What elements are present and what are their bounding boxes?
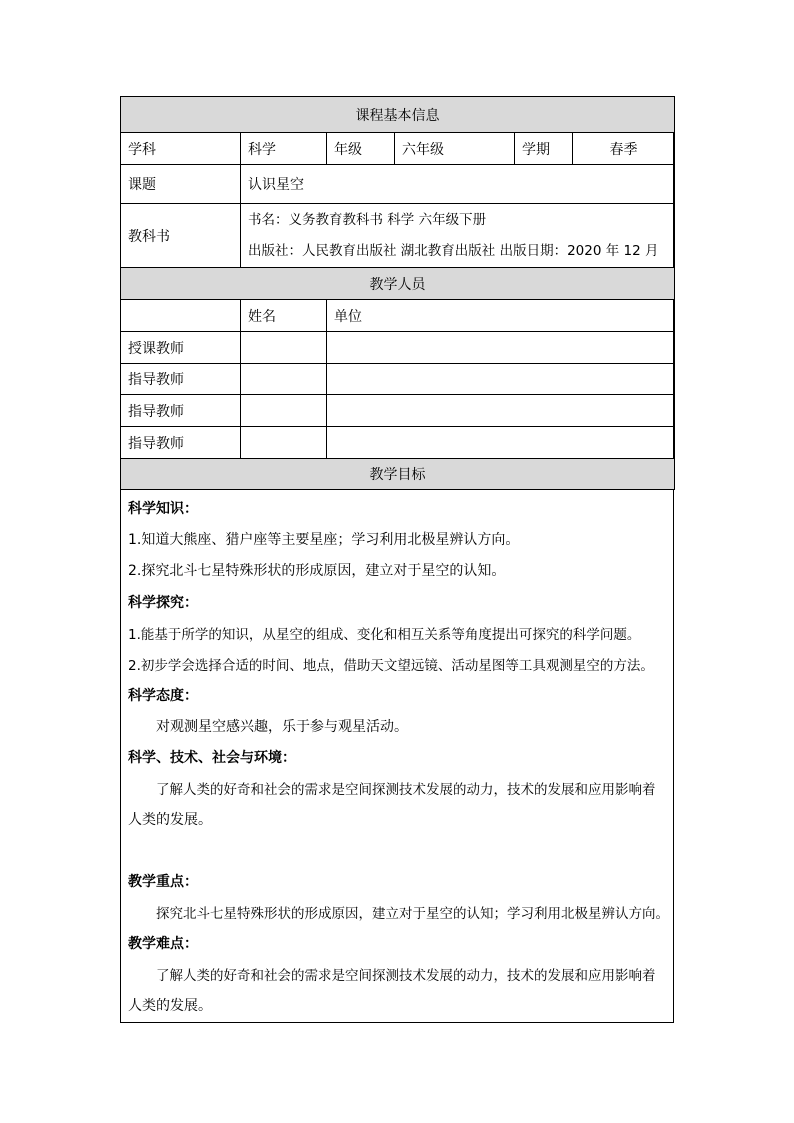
topic-value: 认识星空 [241,165,675,204]
textbook-publisher: 出版社：人民教育出版社 湖北教育出版社 出版日期：2020 年 12 月 [248,242,659,259]
attitude-title: 科学态度： [128,688,198,704]
staff-col-name: 姓名 [241,300,327,332]
staff-name [241,395,327,427]
knowledge-item-1: 1.知道大熊座、猎户座等主要星座；学习利用北极星辨认方向。 [128,532,520,548]
subject-label: 学科 [121,133,241,165]
sts-item-1b: 人类的发展。 [128,812,212,828]
textbook-label: 教科书 [121,204,241,268]
staff-unit [327,395,675,427]
staff-role: 指导教师 [121,395,241,427]
inquiry-item-2: 2.初步学会选择合适的时间、地点，借助天文望远镜、活动星图等工具观测星空的方法。 [128,658,654,674]
sts-title: 科学、技术、社会与环境： [128,750,296,766]
lesson-plan-document [120,96,674,1023]
key-points-item-1: 探究北斗七星特殊形状的形成原因，建立对于星空的认知；学习利用北极星辨认方向。 [156,906,669,922]
grade-label: 年级 [327,133,395,165]
textbook-info [241,204,675,268]
inquiry-item-1: 1.能基于所学的知识，从星空的组成、变化和相互关系等角度提出可探究的科学问题。 [128,627,641,643]
key-points-title: 教学重点： [128,874,198,890]
staff-col-unit: 单位 [327,300,675,332]
grade-value: 六年级 [395,133,515,165]
attitude-item-1: 对观测星空感兴趣，乐于参与观星活动。 [156,719,408,735]
staff-corner-cell [121,300,241,332]
staff-role: 指导教师 [121,427,241,459]
staff-unit [327,332,675,364]
staff-name [241,427,327,459]
staff-name [241,332,327,364]
topic-label: 课题 [121,165,241,204]
knowledge-item-2: 2.探究北斗七星特殊形状的形成原因，建立对于星空的认知。 [128,563,506,579]
staff-name [241,364,327,395]
staff-role: 授课教师 [121,332,241,364]
difficulty-item-1b: 人类的发展。 [128,998,212,1014]
staff-role: 指导教师 [121,364,241,395]
staff-unit [327,427,675,459]
term-label: 学期 [515,133,573,165]
sts-item-1a: 了解人类的好奇和社会的需求是空间探测技术发展的动力，技术的发展和应用影响着 [156,782,656,798]
textbook-title: 书名：义务教育教科书 科学 六年级下册 [248,211,487,228]
difficulty-title: 教学难点： [128,936,198,952]
difficulty-item-1a: 了解人类的好奇和社会的需求是空间探测技术发展的动力，技术的发展和应用影响着 [156,968,656,984]
staff-unit [327,364,675,395]
subject-value: 科学 [241,133,327,165]
knowledge-title: 科学知识： [128,501,198,517]
inquiry-title: 科学探究： [128,595,198,611]
term-value: 春季 [573,133,675,165]
basic-info-header: 课程基本信息 [121,97,675,133]
staff-header: 教学人员 [121,268,675,300]
goals-header: 教学目标 [121,459,675,490]
lesson-info-table [120,96,675,490]
